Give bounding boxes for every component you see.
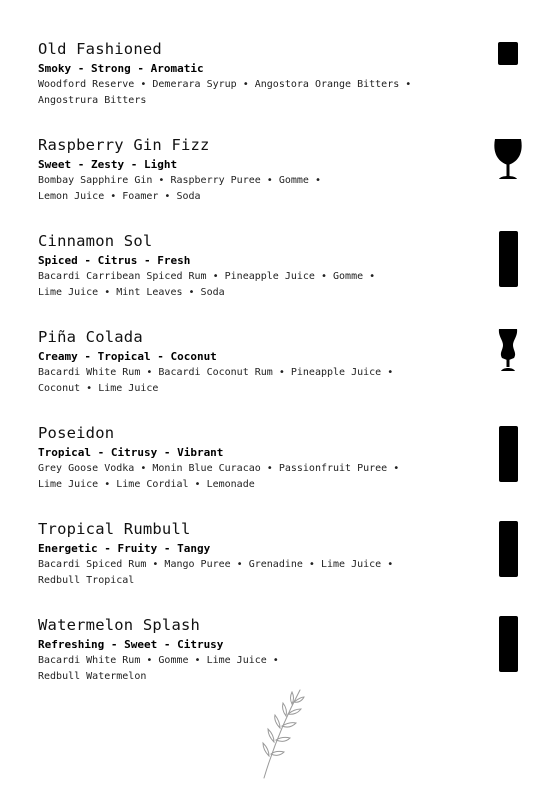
highball-glass-icon xyxy=(499,521,518,577)
cocktail-ingredients: Grey Goose Vodka • Monin Blue Curacao • Passionfruit Puree • Lime Juice • Lime Cordial • Lemonade xyxy=(38,463,400,490)
rocks-glass-icon xyxy=(498,42,518,65)
hurricane-glass-icon xyxy=(497,328,519,372)
highball-glass-icon xyxy=(499,616,518,672)
cocktail-name: Piña Colada xyxy=(38,328,143,346)
cocktail-name: Raspberry Gin Fizz xyxy=(38,136,210,154)
menu-item-poseidon xyxy=(38,424,478,493)
highball-glass-icon xyxy=(499,231,518,287)
cocktail-flavour-tags: Energetic - Fruity - Tangy xyxy=(38,542,211,555)
cocktail-name: Watermelon Splash xyxy=(38,616,201,634)
menu-item-watermelon-splash xyxy=(38,616,478,685)
cocktail-flavour-tags: Smoky - Strong - Aromatic xyxy=(38,62,204,75)
cocktail-ingredients: Bacardi Spiced Rum • Mango Puree • Grenadine • Lime Juice • Redbull Tropical xyxy=(38,559,394,586)
leaf-sprig-icon xyxy=(254,688,310,784)
cocktail-name: Old Fashioned xyxy=(38,40,162,58)
cocktail-name: Tropical Rumbull xyxy=(38,520,191,538)
menu-item-pina-colada xyxy=(38,328,478,397)
cocktail-flavour-tags: Sweet - Zesty - Light xyxy=(38,158,178,171)
menu-item-tropical-rumbull xyxy=(38,520,478,589)
cocktail-name: Cinnamon Sol xyxy=(38,232,153,250)
cocktail-ingredients: Bacardi White Rum • Bacardi Coconut Rum • Pineapple Juice • Coconut • Lime Juice xyxy=(38,367,394,394)
cocktail-flavour-tags: Spiced - Citrus - Fresh xyxy=(38,254,191,267)
highball-glass-icon xyxy=(499,426,518,482)
copa-glass-icon xyxy=(493,137,523,181)
cocktail-name: Poseidon xyxy=(38,424,115,442)
menu-item-raspberry-gin-fizz xyxy=(38,136,478,205)
cocktail-ingredients: Bombay Sapphire Gin • Raspberry Puree • Gomme • Lemon Juice • Foamer • Soda xyxy=(38,175,321,202)
cocktail-flavour-tags: Tropical - Citrusy - Vibrant xyxy=(38,446,224,459)
menu-item-old-fashioned xyxy=(38,40,478,109)
cocktail-ingredients: Bacardi Carribean Spiced Rum • Pineapple Juice • Gomme • Lime Juice • Mint Leaves • Soda xyxy=(38,271,376,298)
cocktail-flavour-tags: Refreshing - Sweet - Citrusy xyxy=(38,638,224,651)
menu-item-cinnamon-sol xyxy=(38,232,478,301)
cocktail-flavour-tags: Creamy - Tropical - Coconut xyxy=(38,350,217,363)
cocktail-ingredients: Bacardi White Rum • Gomme • Lime Juice • Redbull Watermelon xyxy=(38,655,279,682)
cocktail-ingredients: Woodford Reserve • Demerara Syrup • Angostora Orange Bitters • Angostrura Bitters xyxy=(38,79,412,106)
